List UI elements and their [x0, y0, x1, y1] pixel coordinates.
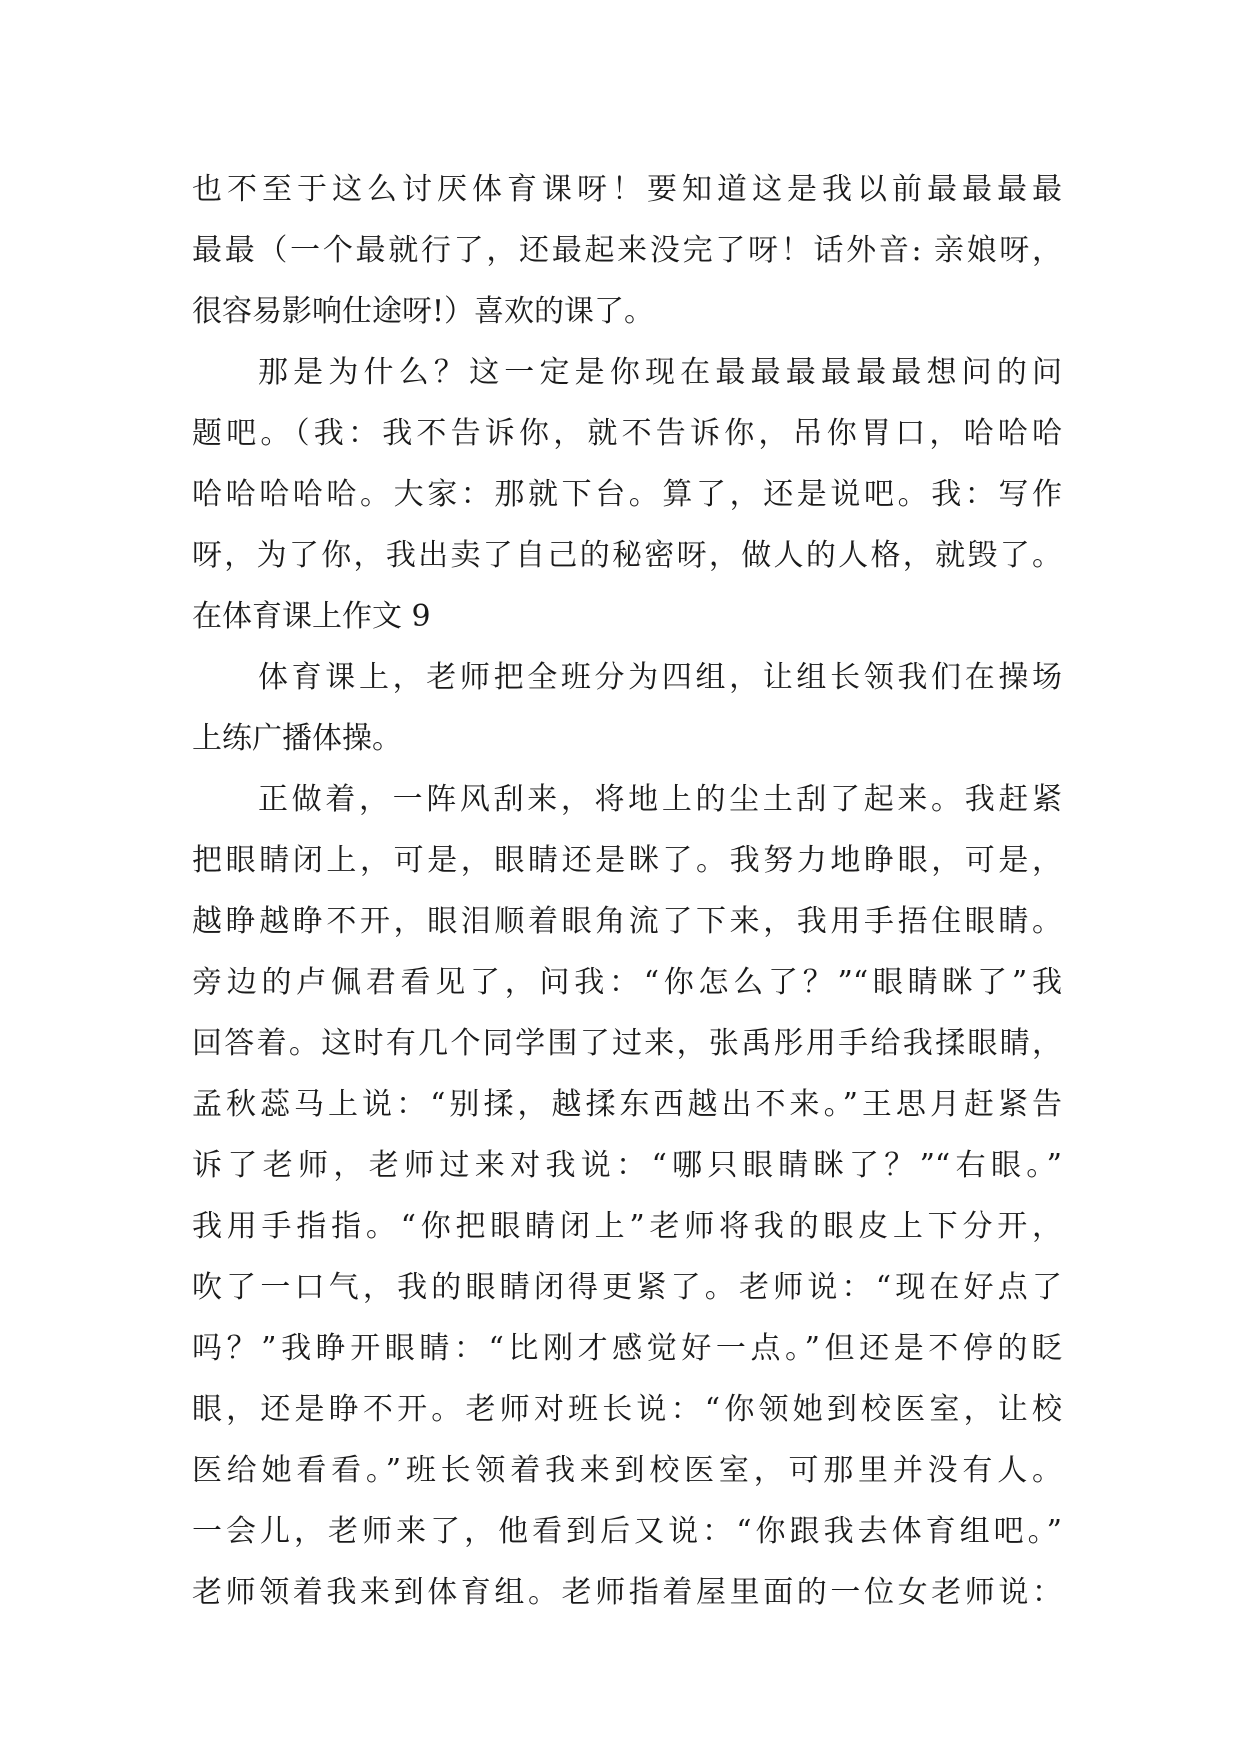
text-line: 越睁越睁不开，眼泪顺着眼角流了下来，我用手捂住眼睛。 [192, 904, 1062, 939]
text-line: 吹了一口气，我的眼睛闭得更紧了。老师说：“现在好点了 [192, 1270, 1062, 1305]
text-line: 吗？”我睁开眼睛：“比刚才感觉好一点。”但还是不停的眨 [192, 1331, 1062, 1366]
text-line: 正做着，一阵风刮来，将地上的尘土刮了起来。我赶紧 [258, 782, 1062, 817]
paragraph-intro [192, 647, 1062, 769]
text-line: 眼，还是睁不开。老师对班长说：“你领她到校医室，让校 [192, 1392, 1062, 1427]
text-line: 回答着。这时有几个同学围了过来，张禹彤用手给我揉眼睛， [192, 1026, 1062, 1061]
paragraph-story [192, 769, 1062, 1623]
text-line: 很容易影响仕途呀!）喜欢的课了。 [192, 294, 655, 329]
text-line: 一会儿，老师来了，他看到后又说：“你跟我去体育组吧。” [192, 1514, 1062, 1549]
document-body [192, 159, 1062, 1623]
paragraph-why [192, 342, 1062, 586]
text-line: 老师领着我来到体育组。老师指着屋里面的一位女老师说： [192, 1575, 1062, 1610]
text-line: 把眼睛闭上，可是，眼睛还是眯了。我努力地睁眼，可是， [192, 843, 1062, 878]
section-title: 在体育课上作文 9 [192, 599, 431, 634]
paragraph-continuation [192, 159, 1062, 342]
text-line: 医给她看看。”班长领着我来到校医室，可那里并没有人。 [192, 1453, 1062, 1488]
text-line: 体育课上，老师把全班分为四组，让组长领我们在操场 [258, 660, 1062, 695]
text-line: 题吧。（我：我不告诉你，就不告诉你，吊你胃口，哈哈哈 [192, 416, 1062, 451]
text-line: 呀，为了你，我出卖了自己的秘密呀，做人的人格，就毁了。 [192, 538, 1062, 573]
text-line: 上练广播体操。 [192, 721, 402, 756]
text-line: 哈哈哈哈哈。大家：那就下台。算了，还是说吧。我：写作 [192, 477, 1062, 512]
text-line: 孟秋蕊马上说：“别揉，越揉东西越出不来。”王思月赶紧告 [192, 1087, 1062, 1122]
text-line: 最最（一个最就行了，还最起来没完了呀！话外音: 亲娘呀， [192, 233, 1062, 268]
text-line: 旁边的卢佩君看见了，问我：“你怎么了？”“眼睛眯了”我 [192, 965, 1062, 1000]
text-line: 诉了老师，老师过来对我说：“哪只眼睛眯了？”“右眼。” [192, 1148, 1062, 1183]
text-line: 那是为什么？这一定是你现在最最最最最最想问的问 [258, 355, 1062, 390]
text-line: 我用手指指。“你把眼睛闭上”老师将我的眼皮上下分开， [192, 1209, 1062, 1244]
text-line: 也不至于这么讨厌体育课呀！要知道这是我以前最最最最 [192, 172, 1062, 207]
